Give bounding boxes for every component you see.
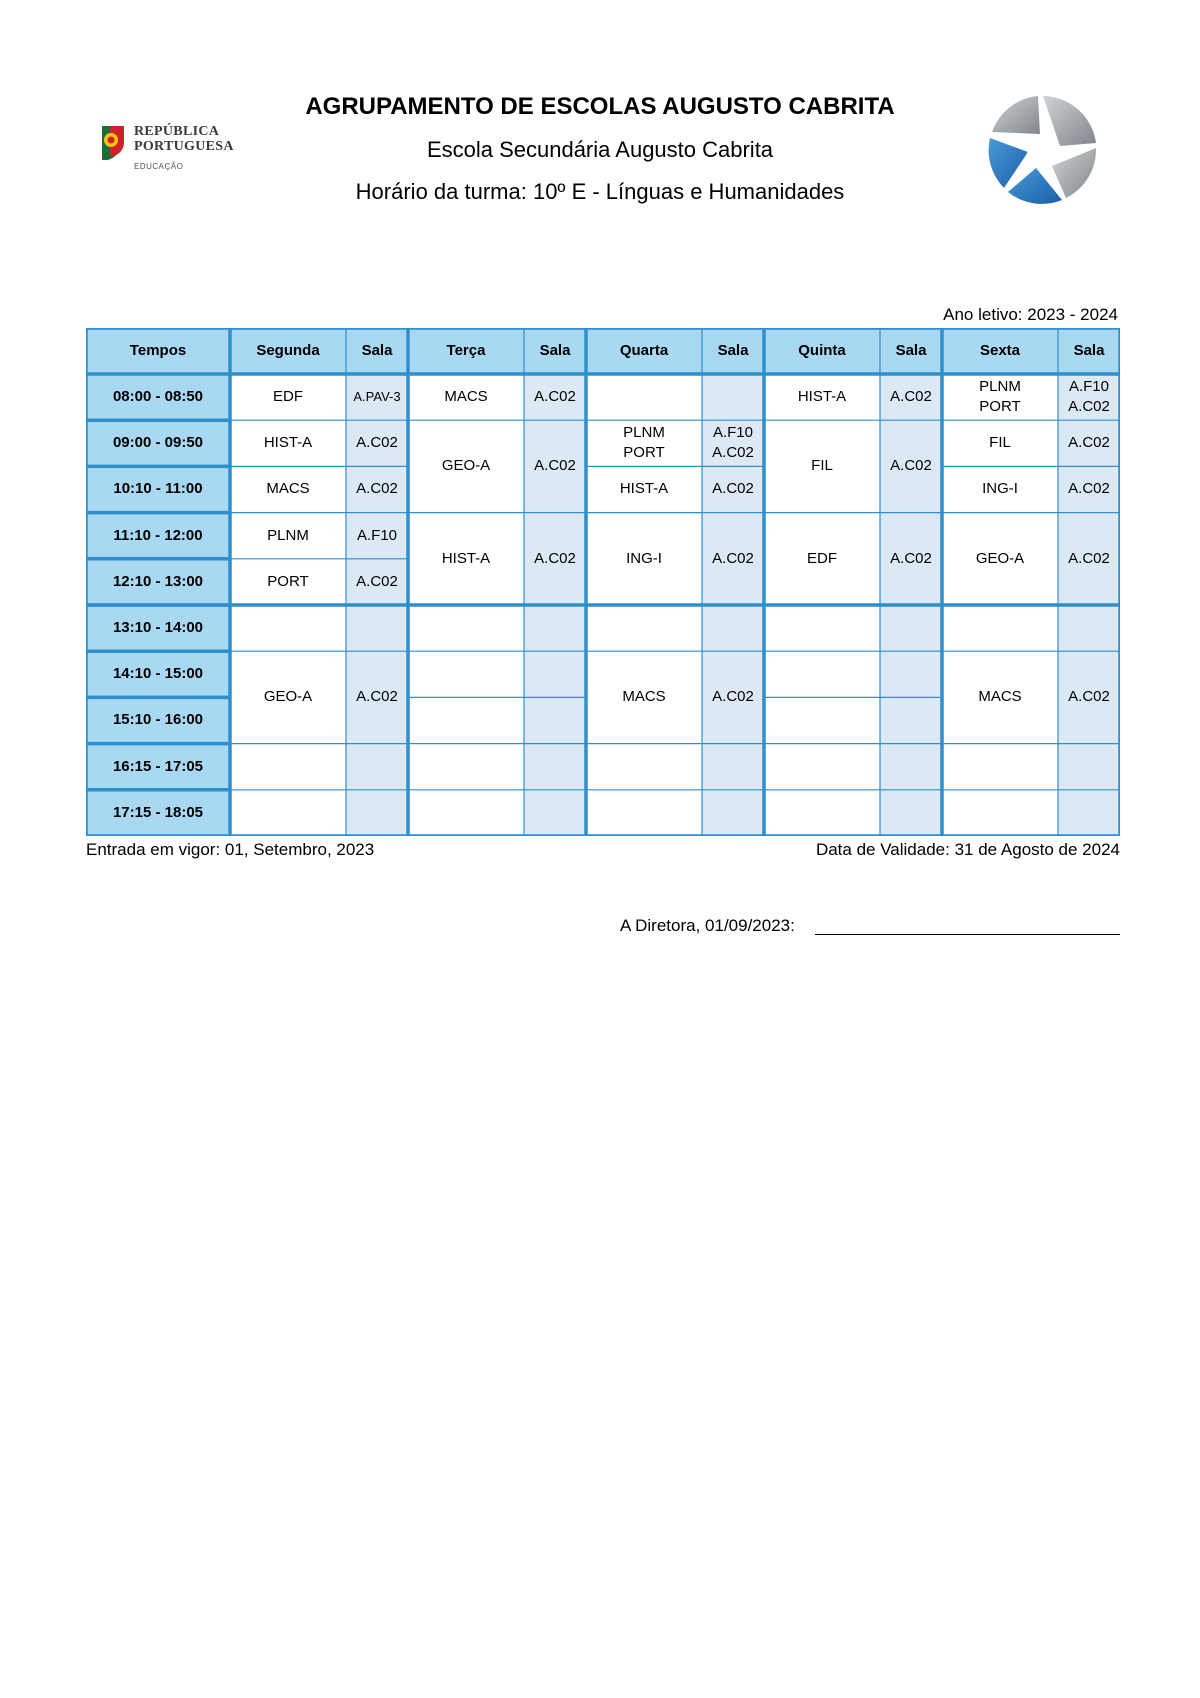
subject-cell: HIST-A [797, 388, 847, 406]
republica-portuguesa-logo [98, 122, 132, 167]
subject-cell: HIST-A [441, 549, 491, 567]
subject-cell: GEO-A [263, 688, 313, 706]
class-label: Horário da turma: 10º E - Línguas e Humanidades [355, 179, 845, 204]
room-cell: A.C02 [356, 480, 398, 498]
room-cell: A.C02 [1068, 434, 1110, 452]
subject-cell: MACS [444, 388, 488, 406]
time-slot: 12:10 - 13:00 [86, 559, 230, 605]
signature-line [815, 934, 1120, 936]
column-header: Tempos [86, 328, 230, 374]
republic-line1: REPÚBLICA [134, 124, 220, 139]
page-title: AGRUPAMENTO DE ESCOLAS AUGUSTO CABRITA [305, 93, 895, 120]
room-cell: A.C02 [1068, 549, 1110, 567]
subject-cell: MACS [622, 688, 666, 706]
aperture-logo-icon [978, 88, 1108, 212]
column-header: Quarta [586, 328, 702, 374]
room-cell: A.F10 A.C02 [712, 424, 754, 462]
time-slot: 15:10 - 16:00 [86, 697, 230, 743]
room-cell: A.C02 [1068, 480, 1110, 498]
subject-cell: EDF [273, 388, 303, 406]
subject-cell: GEO-A [441, 457, 491, 475]
room-cell: A.C02 [1068, 688, 1110, 706]
subject-cell: PLNM [267, 526, 309, 544]
room-cell: A.C02 [890, 388, 932, 406]
time-slot: 17:15 - 18:05 [86, 790, 230, 836]
room-cell: A.C02 [356, 572, 398, 590]
room-cell: A.C02 [534, 388, 576, 406]
subject-cell: ING-I [626, 549, 662, 567]
room-cell: A.C02 [712, 480, 754, 498]
column-header: Quinta [764, 328, 880, 374]
column-header: Terça [408, 328, 524, 374]
subject-cell: MACS [266, 480, 310, 498]
subject-cell: HIST-A [263, 434, 313, 452]
room-cell: A.F10 [356, 526, 398, 544]
republic-dept: EDUCAÇÃO [134, 162, 184, 171]
room-cell: A.C02 [712, 549, 754, 567]
column-header: Sala [524, 328, 586, 374]
subject-cell: MACS [978, 688, 1022, 706]
subject-cell: PLNM PORT [623, 424, 665, 462]
republica-text [134, 124, 234, 154]
subject-cell: PLNM PORT [979, 378, 1021, 416]
room-cell: A.C02 [712, 688, 754, 706]
column-header: Sala [346, 328, 408, 374]
time-slot: 09:00 - 09:50 [86, 420, 230, 466]
republic-line2: PORTUGUESA [134, 139, 234, 154]
room-cell: A.C02 [356, 688, 398, 706]
schedule-table [86, 328, 1122, 836]
room-cell: A.C02 [890, 549, 932, 567]
room-cell: A.F10 A.C02 [1068, 378, 1110, 416]
subject-cell: EDF [807, 549, 837, 567]
room-cell: A.PAV-3 [353, 389, 401, 405]
school-logo [978, 88, 1108, 212]
subject-cell: ING-I [982, 480, 1018, 498]
room-cell: A.C02 [534, 549, 576, 567]
subject-cell: PORT [267, 572, 309, 590]
subject-cell: HIST-A [619, 480, 669, 498]
column-header: Segunda [230, 328, 346, 374]
column-header: Sexta [942, 328, 1058, 374]
flag-emblem-icon [98, 122, 132, 162]
room-cell: A.C02 [534, 457, 576, 475]
time-slot: 16:15 - 17:05 [86, 744, 230, 790]
time-slot: 11:10 - 12:00 [86, 513, 230, 559]
time-slot: 08:00 - 08:50 [86, 374, 230, 420]
effective-date: Entrada em vigor: 01, Setembro, 2023 [86, 840, 375, 859]
room-cell: A.C02 [890, 457, 932, 475]
director-signature-label: A Diretora, 01/09/2023: [620, 916, 795, 935]
time-slot: 14:10 - 15:00 [86, 651, 230, 697]
time-slot: 10:10 - 11:00 [86, 466, 230, 512]
subject-cell: FIL [989, 434, 1011, 452]
column-header: Sala [1058, 328, 1120, 374]
school-name: Escola Secundária Augusto Cabrita [426, 137, 774, 162]
time-slot: 13:10 - 14:00 [86, 605, 230, 651]
room-cell: A.C02 [356, 434, 398, 452]
subject-cell: FIL [811, 457, 833, 475]
column-header: Sala [880, 328, 942, 374]
table-grid-lines [86, 328, 1120, 836]
validity-date: Data de Validade: 31 de Agosto de 2024 [815, 840, 1120, 859]
column-header: Sala [702, 328, 764, 374]
school-year: Ano letivo: 2023 - 2024 [943, 305, 1118, 324]
subject-cell: GEO-A [975, 549, 1025, 567]
